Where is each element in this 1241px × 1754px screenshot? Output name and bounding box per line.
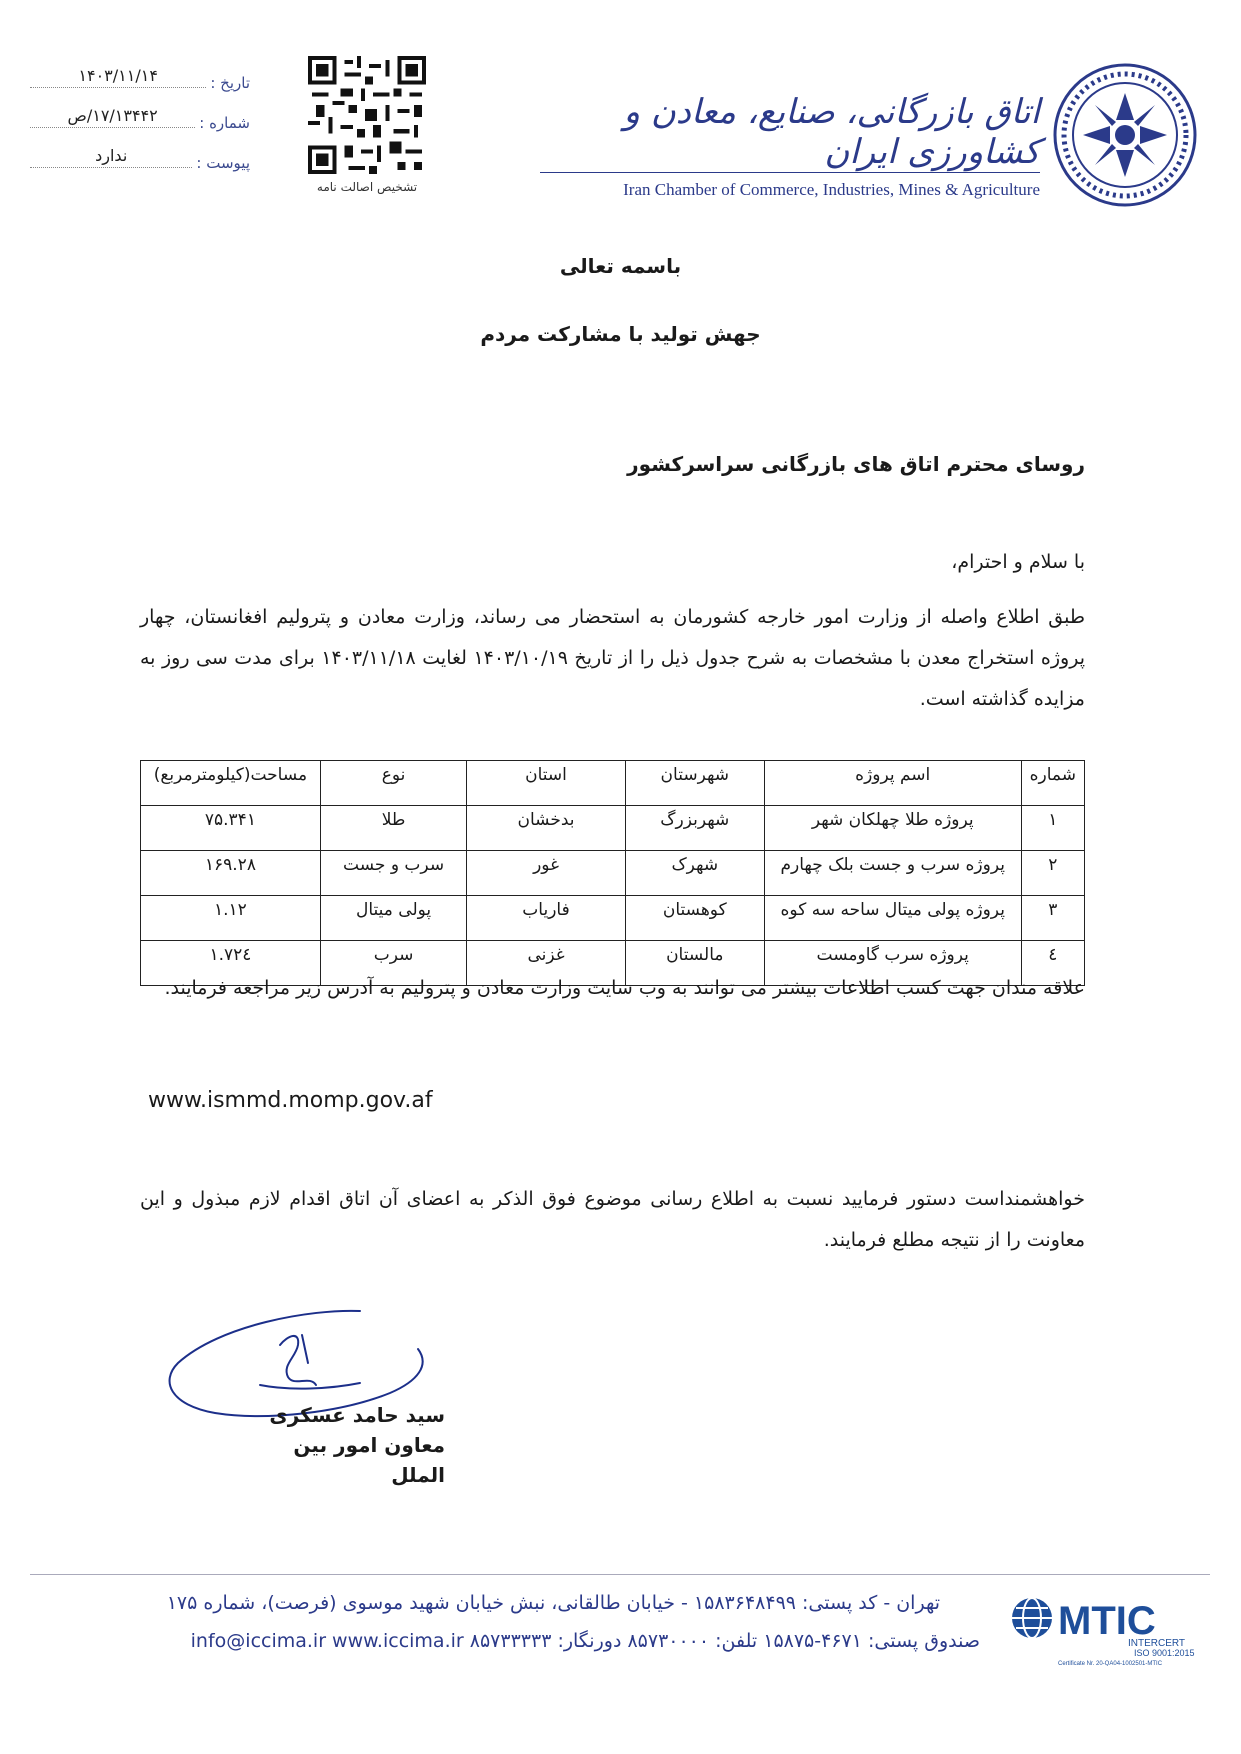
chamber-seal-icon — [1050, 60, 1200, 210]
date-row — [30, 52, 250, 92]
number-label: شماره : — [199, 114, 250, 132]
table-cell: پروژه طلا چهلکان شهر — [764, 806, 1021, 851]
org-divider — [540, 172, 1040, 173]
signer-name: سید حامد عسکری — [269, 1403, 445, 1427]
table-cell: بدخشان — [467, 806, 625, 851]
paragraph-1: طبق اطلاع واصله از وزارت امور خارجه کشورمان به استحضار می رساند، وزارت معادن و پترولیم افغانستان، چهار پروژه استخراج معدن با مشخصات به شرح جدول ذیل را از تاریخ ۱۴۰۳/۱۰/۱۹ لغایت ۱۴۰۳/۱۱/۱۸ برای مدت سی روز به مزایده گذاشته است. — [140, 606, 1085, 710]
table-cell: سرب و جست — [320, 851, 466, 896]
table-cell: پروژه پولی میتال ساحه سه کوه — [764, 896, 1021, 941]
org-name-fa: اتاق بازرگانی، صنایع، معادن و کشاورزی ایران — [623, 92, 1040, 172]
table-cell: ۳ — [1021, 896, 1084, 941]
table-cell: طلا — [320, 806, 466, 851]
number-value: ۱۷/۱۳۴۴۲/ص — [30, 106, 195, 128]
table-cell: کوهستان — [625, 896, 764, 941]
table-cell: شهربزرگ — [625, 806, 764, 851]
table-row — [141, 896, 1085, 941]
date-value: ۱۴۰۳/۱۱/۱۴ — [30, 66, 206, 88]
table-header: شماره — [1021, 761, 1084, 806]
qr-caption: تشخیص اصالت نامه — [316, 180, 418, 194]
table-header: اسم پروژه — [764, 761, 1021, 806]
table-header-row — [141, 761, 1085, 806]
table-row — [141, 851, 1085, 896]
footer-contact: صندوق پستی: ۴۶۷۱-۱۵۸۷۵ تلفن: ۸۵۷۳۰۰۰۰ دورنگار: ۸۵۷۳۳۳۳۳ info@iccima.ir www.iccima.ir — [190, 1630, 980, 1652]
org-name-en: Iran Chamber of Commerce, Industries, Mines & Agriculture — [623, 180, 1040, 199]
mtic-certification-logo-icon — [1008, 1590, 1218, 1666]
table-cell: فاریاب — [467, 896, 625, 941]
mtic-brand-text: MTIC — [1058, 1599, 1156, 1643]
addressee: روسای محترم اتاق های بازرگانی سراسرکشور — [627, 452, 1085, 476]
signer-block — [240, 1400, 445, 1490]
table-cell: غور — [467, 851, 625, 896]
table-header: مساحت(کیلومترمربع) — [141, 761, 321, 806]
table-cell: پروژه سرب گاومست — [764, 941, 1021, 986]
attachment-value: ندارد — [30, 146, 192, 168]
footer-address: تهران - کد پستی: ۱۵۸۳۶۴۸۴۹۹ - خیابان طالقانی، نبش خیابان شهید موسوی (فرصت)، شماره ۱۷۵ — [166, 1592, 940, 1614]
mtic-cert-number: Certificate Nr. 20-QA04-1002501-MTIC — [1058, 1661, 1163, 1666]
mtic-iso-text: ISO 9001:2015 — [1134, 1648, 1195, 1658]
number-row — [30, 92, 250, 132]
table-cell: شهرک — [625, 851, 764, 896]
table-cell: ۲ — [1021, 851, 1084, 896]
table-cell: غزنی — [467, 941, 625, 986]
table-cell: ۱ — [1021, 806, 1084, 851]
paragraph-3: خواهشمنداست دستور فرمایید نسبت به اطلاع رسانی موضوع فوق الذکر به اعضای آن اتاق اقدام لازم مبذول و این معاونت را از نتیجه مطلع فرمایند. — [140, 1188, 1085, 1251]
mtic-sub-text: INTERCERT — [1128, 1638, 1186, 1649]
paragraph-2: علاقه مندان جهت کسب اطلاعات بیشتر می توانند به وب سایت وزارت معادن و پترولیم به آدرس زیر مراجعه فرمایند. — [164, 977, 1085, 999]
qr-code-icon — [308, 56, 426, 174]
table-header: استان — [467, 761, 625, 806]
date-label: تاریخ : — [210, 74, 250, 92]
table-cell: پروژه سرب و جست بلک چهارم — [764, 851, 1021, 896]
letter-meta — [30, 52, 250, 172]
attachment-row — [30, 132, 250, 172]
greeting: با سلام و احترام، — [951, 551, 1085, 573]
attachment-label: پیوست : — [196, 154, 250, 172]
table-cell: ۱۶۹.۲۸ — [141, 851, 321, 896]
table-header: نوع — [320, 761, 466, 806]
projects-table — [140, 760, 1085, 986]
signer-title: معاون امور بین الملل — [293, 1433, 445, 1487]
slogan: جهش تولید با مشارکت مردم — [480, 322, 761, 346]
table-row — [141, 806, 1085, 851]
table-cell: ۱.۱۲ — [141, 896, 321, 941]
table-cell: سرب — [320, 941, 466, 986]
footer-divider — [30, 1574, 1210, 1575]
ministry-website-link[interactable]: www.ismmd.momp.gov.af — [148, 1088, 433, 1113]
table-cell: مالستان — [625, 941, 764, 986]
bismillah: باسمه تعالی — [559, 254, 682, 278]
table-cell: پولی میتال — [320, 896, 466, 941]
table-cell: ٤ — [1021, 941, 1084, 986]
table-header: شهرستان — [625, 761, 764, 806]
table-cell: ۷۵.۳۴۱ — [141, 806, 321, 851]
table-cell: ۱.۷۲٤ — [141, 941, 321, 986]
